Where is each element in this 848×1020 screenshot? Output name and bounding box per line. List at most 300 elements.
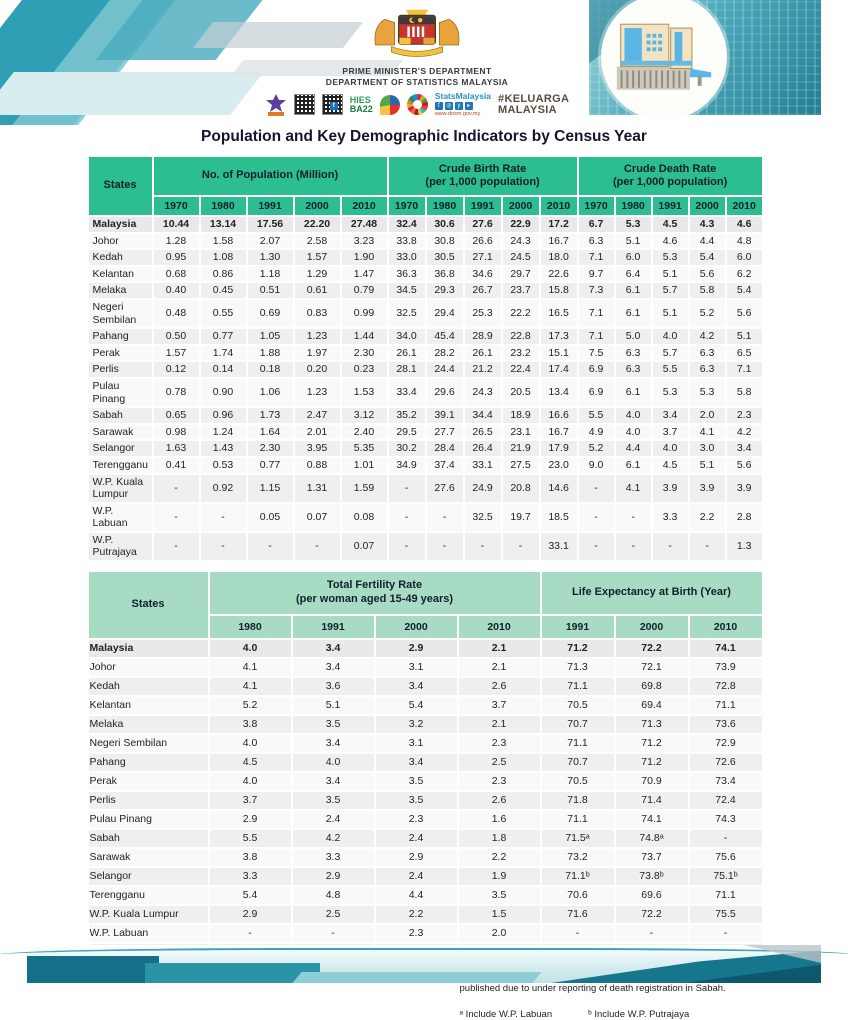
table-row xyxy=(88,361,763,378)
value-cell: 3.3 xyxy=(292,848,375,867)
value-cell: 4.0 xyxy=(209,639,292,658)
table-fertility-life-expectancy xyxy=(87,570,762,962)
value-cell: 3.1 xyxy=(375,734,458,753)
youtube-icon: ▸ xyxy=(465,102,473,110)
state-name-cell: W.P. Labuan xyxy=(88,924,209,943)
value-cell: 34.4 xyxy=(464,407,502,424)
value-cell: 1.57 xyxy=(294,249,341,266)
state-name-cell: Sarawak xyxy=(88,848,209,867)
value-cell: 6.3 xyxy=(578,233,615,250)
value-cell: 4.1 xyxy=(209,658,292,677)
value-cell: 0.61 xyxy=(294,282,341,299)
value-cell: 70.7 xyxy=(541,715,615,734)
value-cell: 70.5 xyxy=(541,772,615,791)
value-cell: 2.9 xyxy=(292,867,375,886)
value-cell: 6.3 xyxy=(615,345,652,362)
state-name-cell: Sabah xyxy=(88,829,209,848)
value-cell: 6.9 xyxy=(578,378,615,407)
value-cell: 1.23 xyxy=(294,378,341,407)
teal-shape xyxy=(0,72,264,115)
social-icons xyxy=(435,102,491,110)
value-cell: 14.6 xyxy=(540,474,578,503)
state-name-cell: W.P. Putrajaya xyxy=(88,532,153,561)
value-cell: 3.5 xyxy=(292,715,375,734)
value-cell: 3.5 xyxy=(375,772,458,791)
value-cell: 1.63 xyxy=(153,440,200,457)
value-cell: 74.1 xyxy=(615,810,689,829)
birth-rate-group-header: Crude Birth Rate (per 1,000 population) xyxy=(388,156,578,196)
value-cell: 5.7 xyxy=(652,345,689,362)
value-cell: 5.2 xyxy=(689,299,726,328)
table-row xyxy=(88,328,763,345)
value-cell: 23.0 xyxy=(540,457,578,474)
table-row xyxy=(88,282,763,299)
value-cell: 22.9 xyxy=(502,216,540,233)
value-cell: 19.7 xyxy=(502,503,540,532)
year-header-cell: 2000 xyxy=(615,615,689,639)
table-row xyxy=(88,474,763,503)
value-cell: 1.74 xyxy=(200,345,247,362)
year-header-cell: 1980 xyxy=(200,196,247,216)
value-cell: 16.5 xyxy=(540,299,578,328)
value-cell: 26.5 xyxy=(464,424,502,441)
twitter-icon: y xyxy=(455,102,463,110)
value-cell: 0.53 xyxy=(200,457,247,474)
statsmalaysia-label: StatsMalaysia xyxy=(434,91,492,102)
value-cell: 2.01 xyxy=(294,424,341,441)
year-header-cell: 2010 xyxy=(689,615,763,639)
value-cell: 7.1 xyxy=(726,361,763,378)
footnote-b: ᵇ Include W.P. Putrajaya xyxy=(588,1009,690,1020)
value-cell: - xyxy=(153,474,200,503)
value-cell: 4.2 xyxy=(726,424,763,441)
value-cell: - xyxy=(689,924,763,943)
value-cell: 0.79 xyxy=(341,282,388,299)
keluarga-malaysia-logo: #KELUARGA MALAYSIA xyxy=(498,93,570,116)
year-header-cell: 2010 xyxy=(458,615,541,639)
value-cell: 15.8 xyxy=(540,282,578,299)
census-mascot-icon xyxy=(265,93,287,117)
value-cell: 1.3 xyxy=(726,532,763,561)
value-cell: 27.1 xyxy=(464,249,502,266)
value-cell: 0.14 xyxy=(200,361,247,378)
value-cell: 5.1 xyxy=(689,457,726,474)
table-row xyxy=(88,677,763,696)
table-row xyxy=(88,532,763,561)
table-row xyxy=(88,440,763,457)
value-cell: 1.31 xyxy=(294,474,341,503)
value-cell: 74.3 xyxy=(689,810,763,829)
value-cell: 72.4 xyxy=(689,791,763,810)
state-name-cell: Perlis xyxy=(88,361,153,378)
value-cell: 4.3 xyxy=(689,216,726,233)
value-cell: - xyxy=(200,503,247,532)
building-icon xyxy=(611,12,717,100)
state-name-cell: W.P. Kuala Lumpur xyxy=(88,474,153,503)
value-cell: 71.3 xyxy=(615,715,689,734)
value-cell: 24.3 xyxy=(464,378,502,407)
state-name-cell: Terengganu xyxy=(88,886,209,905)
table-row xyxy=(88,424,763,441)
state-name-cell: Kedah xyxy=(88,249,153,266)
states-header: States xyxy=(88,156,153,216)
value-cell: 0.07 xyxy=(294,503,341,532)
state-name-cell: Selangor xyxy=(88,867,209,886)
value-cell: 71.2 xyxy=(615,734,689,753)
value-cell: 3.0 xyxy=(689,440,726,457)
year-header-cell: 1991 xyxy=(292,615,375,639)
value-cell: 30.6 xyxy=(426,216,464,233)
value-cell: 24.4 xyxy=(426,361,464,378)
teal-shape xyxy=(292,972,541,983)
value-cell: 26.1 xyxy=(464,345,502,362)
value-cell: 28.9 xyxy=(464,328,502,345)
state-name-cell: Perak xyxy=(88,772,209,791)
value-cell: 2.4 xyxy=(375,867,458,886)
value-cell: 71.1 xyxy=(541,810,615,829)
value-cell: 1.9 xyxy=(458,867,541,886)
value-cell: 3.3 xyxy=(652,503,689,532)
state-name-cell: Selangor xyxy=(88,440,153,457)
value-cell: 5.3 xyxy=(689,378,726,407)
value-cell: 0.99 xyxy=(341,299,388,328)
value-cell: 2.0 xyxy=(458,924,541,943)
value-cell: 1.47 xyxy=(341,266,388,283)
dept-line-2: DEPARTMENT OF STATISTICS MALAYSIA xyxy=(325,76,509,87)
value-cell: 0.96 xyxy=(200,407,247,424)
value-cell: 22.2 xyxy=(502,299,540,328)
value-cell: - xyxy=(292,924,375,943)
state-name-cell: W.P. Labuan xyxy=(88,503,153,532)
value-cell: - xyxy=(578,532,615,561)
value-cell: 5.5 xyxy=(578,407,615,424)
value-cell: 5.6 xyxy=(689,266,726,283)
value-cell: 6.0 xyxy=(615,249,652,266)
value-cell: - xyxy=(464,532,502,561)
value-cell: 2.6 xyxy=(458,791,541,810)
value-cell: 5.3 xyxy=(615,216,652,233)
value-cell: 2.9 xyxy=(209,810,292,829)
value-cell: 2.8 xyxy=(726,503,763,532)
value-cell: 74.1 xyxy=(689,639,763,658)
value-cell: 29.4 xyxy=(426,299,464,328)
value-cell: 26.6 xyxy=(464,233,502,250)
value-cell: 4.2 xyxy=(689,328,726,345)
value-cell: 3.7 xyxy=(458,696,541,715)
value-cell: 3.5 xyxy=(375,791,458,810)
value-cell: 3.9 xyxy=(652,474,689,503)
teal-block xyxy=(27,956,159,983)
value-cell: 74.8ᵃ xyxy=(615,829,689,848)
value-cell: 7.1 xyxy=(578,299,615,328)
value-cell: 24.5 xyxy=(502,249,540,266)
value-cell: 3.23 xyxy=(341,233,388,250)
value-cell: 4.6 xyxy=(726,216,763,233)
state-name-cell: Perak xyxy=(88,345,153,362)
value-cell: - xyxy=(209,924,292,943)
value-cell: 1.97 xyxy=(294,345,341,362)
value-cell: 1.08 xyxy=(200,249,247,266)
value-cell: 1.06 xyxy=(247,378,294,407)
value-cell: 3.5 xyxy=(458,886,541,905)
value-cell: 34.6 xyxy=(464,266,502,283)
value-cell: 0.90 xyxy=(200,378,247,407)
dosm-url: www.dosm.gov.my xyxy=(434,111,481,118)
value-cell: 6.3 xyxy=(689,345,726,362)
value-cell: 17.4 xyxy=(540,361,578,378)
value-cell: 6.9 xyxy=(578,361,615,378)
value-cell: 3.95 xyxy=(294,440,341,457)
value-cell: 1.23 xyxy=(294,328,341,345)
table-row xyxy=(88,266,763,283)
value-cell: 3.4 xyxy=(726,440,763,457)
state-name-cell: Melaka xyxy=(88,715,209,734)
value-cell: - xyxy=(247,532,294,561)
value-cell: 70.5 xyxy=(541,696,615,715)
table-row xyxy=(88,810,763,829)
value-cell: 6.4 xyxy=(615,266,652,283)
footer-banner xyxy=(27,945,821,983)
value-cell: - xyxy=(426,532,464,561)
value-cell: 71.4 xyxy=(615,791,689,810)
value-cell: 1.15 xyxy=(247,474,294,503)
state-name-cell: Pulau Pinang xyxy=(88,810,209,829)
value-cell: 3.6 xyxy=(292,677,375,696)
value-cell: 0.55 xyxy=(200,299,247,328)
value-cell: 71.3 xyxy=(541,658,615,677)
value-cell: 2.3 xyxy=(375,924,458,943)
value-cell: 9.0 xyxy=(578,457,615,474)
value-cell: 1.18 xyxy=(247,266,294,283)
facebook-icon: f xyxy=(435,102,443,110)
value-cell: 0.23 xyxy=(341,361,388,378)
value-cell: 3.8 xyxy=(209,715,292,734)
value-cell: 3.9 xyxy=(689,474,726,503)
sabah-note: published due to under reporting of death registration in Sabah. xyxy=(459,983,726,995)
value-cell: 0.45 xyxy=(200,282,247,299)
value-cell: 5.1 xyxy=(615,233,652,250)
value-cell: 28.4 xyxy=(426,440,464,457)
year-header-cell: 1991 xyxy=(247,196,294,216)
value-cell: 15.1 xyxy=(540,345,578,362)
value-cell: 5.3 xyxy=(652,249,689,266)
value-cell: 6.3 xyxy=(689,361,726,378)
value-cell: 5.6 xyxy=(726,299,763,328)
table-row xyxy=(88,848,763,867)
value-cell: 4.4 xyxy=(375,886,458,905)
value-cell: 4.9 xyxy=(578,424,615,441)
table-row xyxy=(88,503,763,532)
value-cell: 2.1 xyxy=(458,715,541,734)
value-cell: 1.6 xyxy=(458,810,541,829)
year-header-cell: 1991 xyxy=(541,615,615,639)
value-cell: 4.5 xyxy=(652,216,689,233)
value-cell: 32.5 xyxy=(388,299,426,328)
state-name-cell: Kelantan xyxy=(88,696,209,715)
value-cell: 2.3 xyxy=(458,734,541,753)
value-cell: 75.1ᵇ xyxy=(689,867,763,886)
value-cell: 5.0 xyxy=(615,328,652,345)
value-cell: 75.6 xyxy=(689,848,763,867)
value-cell: 21.9 xyxy=(502,440,540,457)
value-cell: 34.5 xyxy=(388,282,426,299)
value-cell: 72.9 xyxy=(689,734,763,753)
state-name-cell: Kedah xyxy=(88,677,209,696)
value-cell: 36.8 xyxy=(426,266,464,283)
value-cell: 3.9 xyxy=(726,474,763,503)
value-cell: 2.58 xyxy=(294,233,341,250)
year-header-cell: 1980 xyxy=(615,196,652,216)
year-header-cell: 1970 xyxy=(578,196,615,216)
year-header-cell: 2000 xyxy=(294,196,341,216)
value-cell: 2.6 xyxy=(458,677,541,696)
table-row xyxy=(88,639,763,658)
value-cell: 4.8 xyxy=(726,233,763,250)
table-row xyxy=(88,829,763,848)
value-cell: 3.4 xyxy=(292,734,375,753)
value-cell: 1.57 xyxy=(153,345,200,362)
value-cell: 4.0 xyxy=(292,753,375,772)
value-cell: 2.3 xyxy=(458,772,541,791)
value-cell: - xyxy=(388,503,426,532)
year-header-cell: 1970 xyxy=(388,196,426,216)
year-header-cell: 2000 xyxy=(689,196,726,216)
value-cell: - xyxy=(388,532,426,561)
value-cell: 4.0 xyxy=(652,440,689,457)
table-population-rates xyxy=(87,155,762,562)
value-cell: - xyxy=(615,503,652,532)
value-cell: 0.40 xyxy=(153,282,200,299)
value-cell: 2.5 xyxy=(292,905,375,924)
qr-code-facebook-icon: f xyxy=(322,94,343,115)
value-cell: 36.3 xyxy=(388,266,426,283)
table-row xyxy=(88,905,763,924)
value-cell: 5.2 xyxy=(578,440,615,457)
table-row xyxy=(88,233,763,250)
value-cell: 7.5 xyxy=(578,345,615,362)
value-cell: 4.0 xyxy=(209,772,292,791)
value-cell: 9.7 xyxy=(578,266,615,283)
value-cell: 3.7 xyxy=(209,791,292,810)
value-cell: 4.8 xyxy=(292,886,375,905)
value-cell: 2.0 xyxy=(689,407,726,424)
value-cell: 1.73 xyxy=(247,407,294,424)
value-cell: 30.2 xyxy=(388,440,426,457)
value-cell: 0.83 xyxy=(294,299,341,328)
value-cell: 23.1 xyxy=(502,424,540,441)
value-cell: 4.1 xyxy=(615,474,652,503)
value-cell: 27.6 xyxy=(426,474,464,503)
value-cell: 0.77 xyxy=(200,328,247,345)
value-cell: 4.4 xyxy=(615,440,652,457)
value-cell: 24.3 xyxy=(502,233,540,250)
death-rate-group-header: Crude Death Rate (per 1,000 population) xyxy=(578,156,763,196)
value-cell: 10.44 xyxy=(153,216,200,233)
value-cell: 70.9 xyxy=(615,772,689,791)
value-cell: 1.90 xyxy=(341,249,388,266)
value-cell: 72.8 xyxy=(689,677,763,696)
footnote-a: ᵃ Include W.P. Labuan xyxy=(459,1009,553,1020)
value-cell: 0.50 xyxy=(153,328,200,345)
value-cell: 34.9 xyxy=(388,457,426,474)
year-header-cell: 2010 xyxy=(341,196,388,216)
value-cell: 1.01 xyxy=(341,457,388,474)
value-cell: 1.88 xyxy=(247,345,294,362)
year-header-cell: 1980 xyxy=(426,196,464,216)
value-cell: 0.07 xyxy=(341,532,388,561)
population-group-header: No. of Population (Million) xyxy=(153,156,388,196)
value-cell: 3.4 xyxy=(292,658,375,677)
value-cell: 5.7 xyxy=(652,282,689,299)
value-cell: 16.7 xyxy=(540,233,578,250)
value-cell: 71.1 xyxy=(541,734,615,753)
value-cell: 0.98 xyxy=(153,424,200,441)
state-name-cell: Sabah xyxy=(88,407,153,424)
value-cell: 0.48 xyxy=(153,299,200,328)
value-cell: 29.3 xyxy=(426,282,464,299)
value-cell: 21.2 xyxy=(464,361,502,378)
state-name-cell: Johor xyxy=(88,233,153,250)
header-center xyxy=(242,0,592,118)
value-cell: 7.1 xyxy=(578,249,615,266)
hand-logo-icon xyxy=(380,95,400,115)
value-cell: 4.4 xyxy=(689,233,726,250)
value-cell: 2.07 xyxy=(247,233,294,250)
value-cell: 70.7 xyxy=(541,753,615,772)
value-cell: 29.5 xyxy=(388,424,426,441)
value-cell: 71.1 xyxy=(689,886,763,905)
state-name-cell: Terengganu xyxy=(88,457,153,474)
value-cell: - xyxy=(153,532,200,561)
state-name-cell: Sarawak xyxy=(88,424,153,441)
value-cell: 24.9 xyxy=(464,474,502,503)
value-cell: 1.30 xyxy=(247,249,294,266)
value-cell: - xyxy=(615,532,652,561)
value-cell: 71.6 xyxy=(541,905,615,924)
value-cell: 27.48 xyxy=(341,216,388,233)
value-cell: 69.4 xyxy=(615,696,689,715)
value-cell: 69.6 xyxy=(615,886,689,905)
state-name-cell: W.P. Kuala Lumpur xyxy=(88,905,209,924)
value-cell: 6.5 xyxy=(726,345,763,362)
value-cell: 71.1 xyxy=(689,696,763,715)
value-cell: 2.2 xyxy=(689,503,726,532)
value-cell: 29.7 xyxy=(502,266,540,283)
year-header-cell: 1970 xyxy=(153,196,200,216)
value-cell: 27.7 xyxy=(426,424,464,441)
value-cell: 4.0 xyxy=(209,734,292,753)
value-cell: 2.40 xyxy=(341,424,388,441)
value-cell: 72.2 xyxy=(615,639,689,658)
value-cell: 18.0 xyxy=(540,249,578,266)
value-cell: 1.59 xyxy=(341,474,388,503)
value-cell: 2.2 xyxy=(375,905,458,924)
value-cell: 75.5 xyxy=(689,905,763,924)
table-row xyxy=(88,867,763,886)
value-cell: 2.3 xyxy=(726,407,763,424)
value-cell: 6.1 xyxy=(615,282,652,299)
table-row xyxy=(88,753,763,772)
year-header-cell: 2010 xyxy=(540,196,578,216)
value-cell: 13.14 xyxy=(200,216,247,233)
value-cell: 6.1 xyxy=(615,457,652,474)
table-row xyxy=(88,299,763,328)
value-cell: 16.6 xyxy=(540,407,578,424)
value-cell: 4.2 xyxy=(292,829,375,848)
instagram-icon: ◎ xyxy=(446,103,452,110)
value-cell: 33.1 xyxy=(464,457,502,474)
dept-line-1: PRIME MINISTER'S DEPARTMENT xyxy=(342,66,492,76)
